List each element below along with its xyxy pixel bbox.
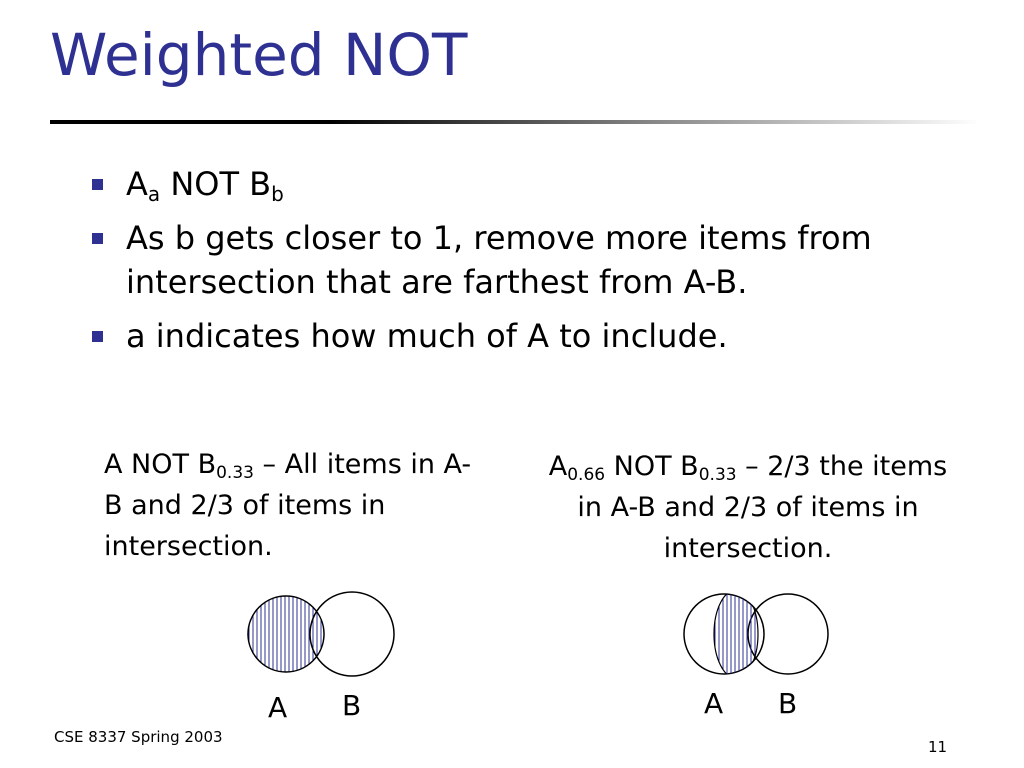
hatched-band bbox=[714, 590, 758, 678]
slide-footer: CSE 8337 Spring 2003 bbox=[54, 728, 223, 746]
right-venn-diagram bbox=[678, 584, 838, 684]
caption-text: A NOT B bbox=[104, 449, 217, 480]
formula-not-b: NOT B bbox=[160, 165, 272, 203]
bullet-item-a-explanation bbox=[88, 314, 968, 358]
set-b-label: B bbox=[778, 687, 798, 720]
set-a-label: A bbox=[268, 691, 288, 724]
slide-title: Weighted NOT bbox=[50, 21, 468, 89]
caption-text: – 2/3 the items in A-B and 2/3 of items in intersection. bbox=[577, 451, 948, 564]
formula-a: A bbox=[126, 165, 148, 203]
formula-b-sub: b bbox=[271, 182, 284, 206]
caption-text: NOT B bbox=[605, 451, 699, 482]
caption-text: – All items in A-B and 2/3 of items in intersection. bbox=[104, 449, 472, 562]
caption-text: A bbox=[548, 451, 568, 482]
right-example-caption bbox=[548, 446, 948, 569]
bullet-list bbox=[88, 162, 968, 368]
caption-sub: 0.33 bbox=[216, 463, 254, 483]
formula-a-sub: a bbox=[147, 182, 161, 206]
bullet-text: As b gets closer to 1, remove more items from intersection that are farthest from A-B. bbox=[126, 219, 872, 301]
bullet-marker bbox=[92, 331, 103, 342]
title-divider bbox=[50, 120, 980, 124]
left-venn-diagram bbox=[240, 584, 400, 684]
set-b-circle bbox=[748, 594, 828, 674]
bullet-item-formula bbox=[88, 162, 968, 206]
left-example-caption bbox=[104, 444, 484, 567]
set-b-label: B bbox=[342, 689, 362, 722]
caption-sub: 0.33 bbox=[698, 465, 737, 485]
page-number: 11 bbox=[928, 738, 948, 756]
bullet-item-b-explanation bbox=[88, 216, 968, 304]
set-a-label: A bbox=[704, 687, 724, 720]
set-a-circle bbox=[248, 596, 324, 672]
bullet-marker bbox=[92, 233, 103, 244]
bullet-marker bbox=[92, 179, 103, 190]
bullet-text: a indicates how much of A to include. bbox=[126, 317, 728, 355]
caption-sub: 0.66 bbox=[567, 465, 606, 485]
